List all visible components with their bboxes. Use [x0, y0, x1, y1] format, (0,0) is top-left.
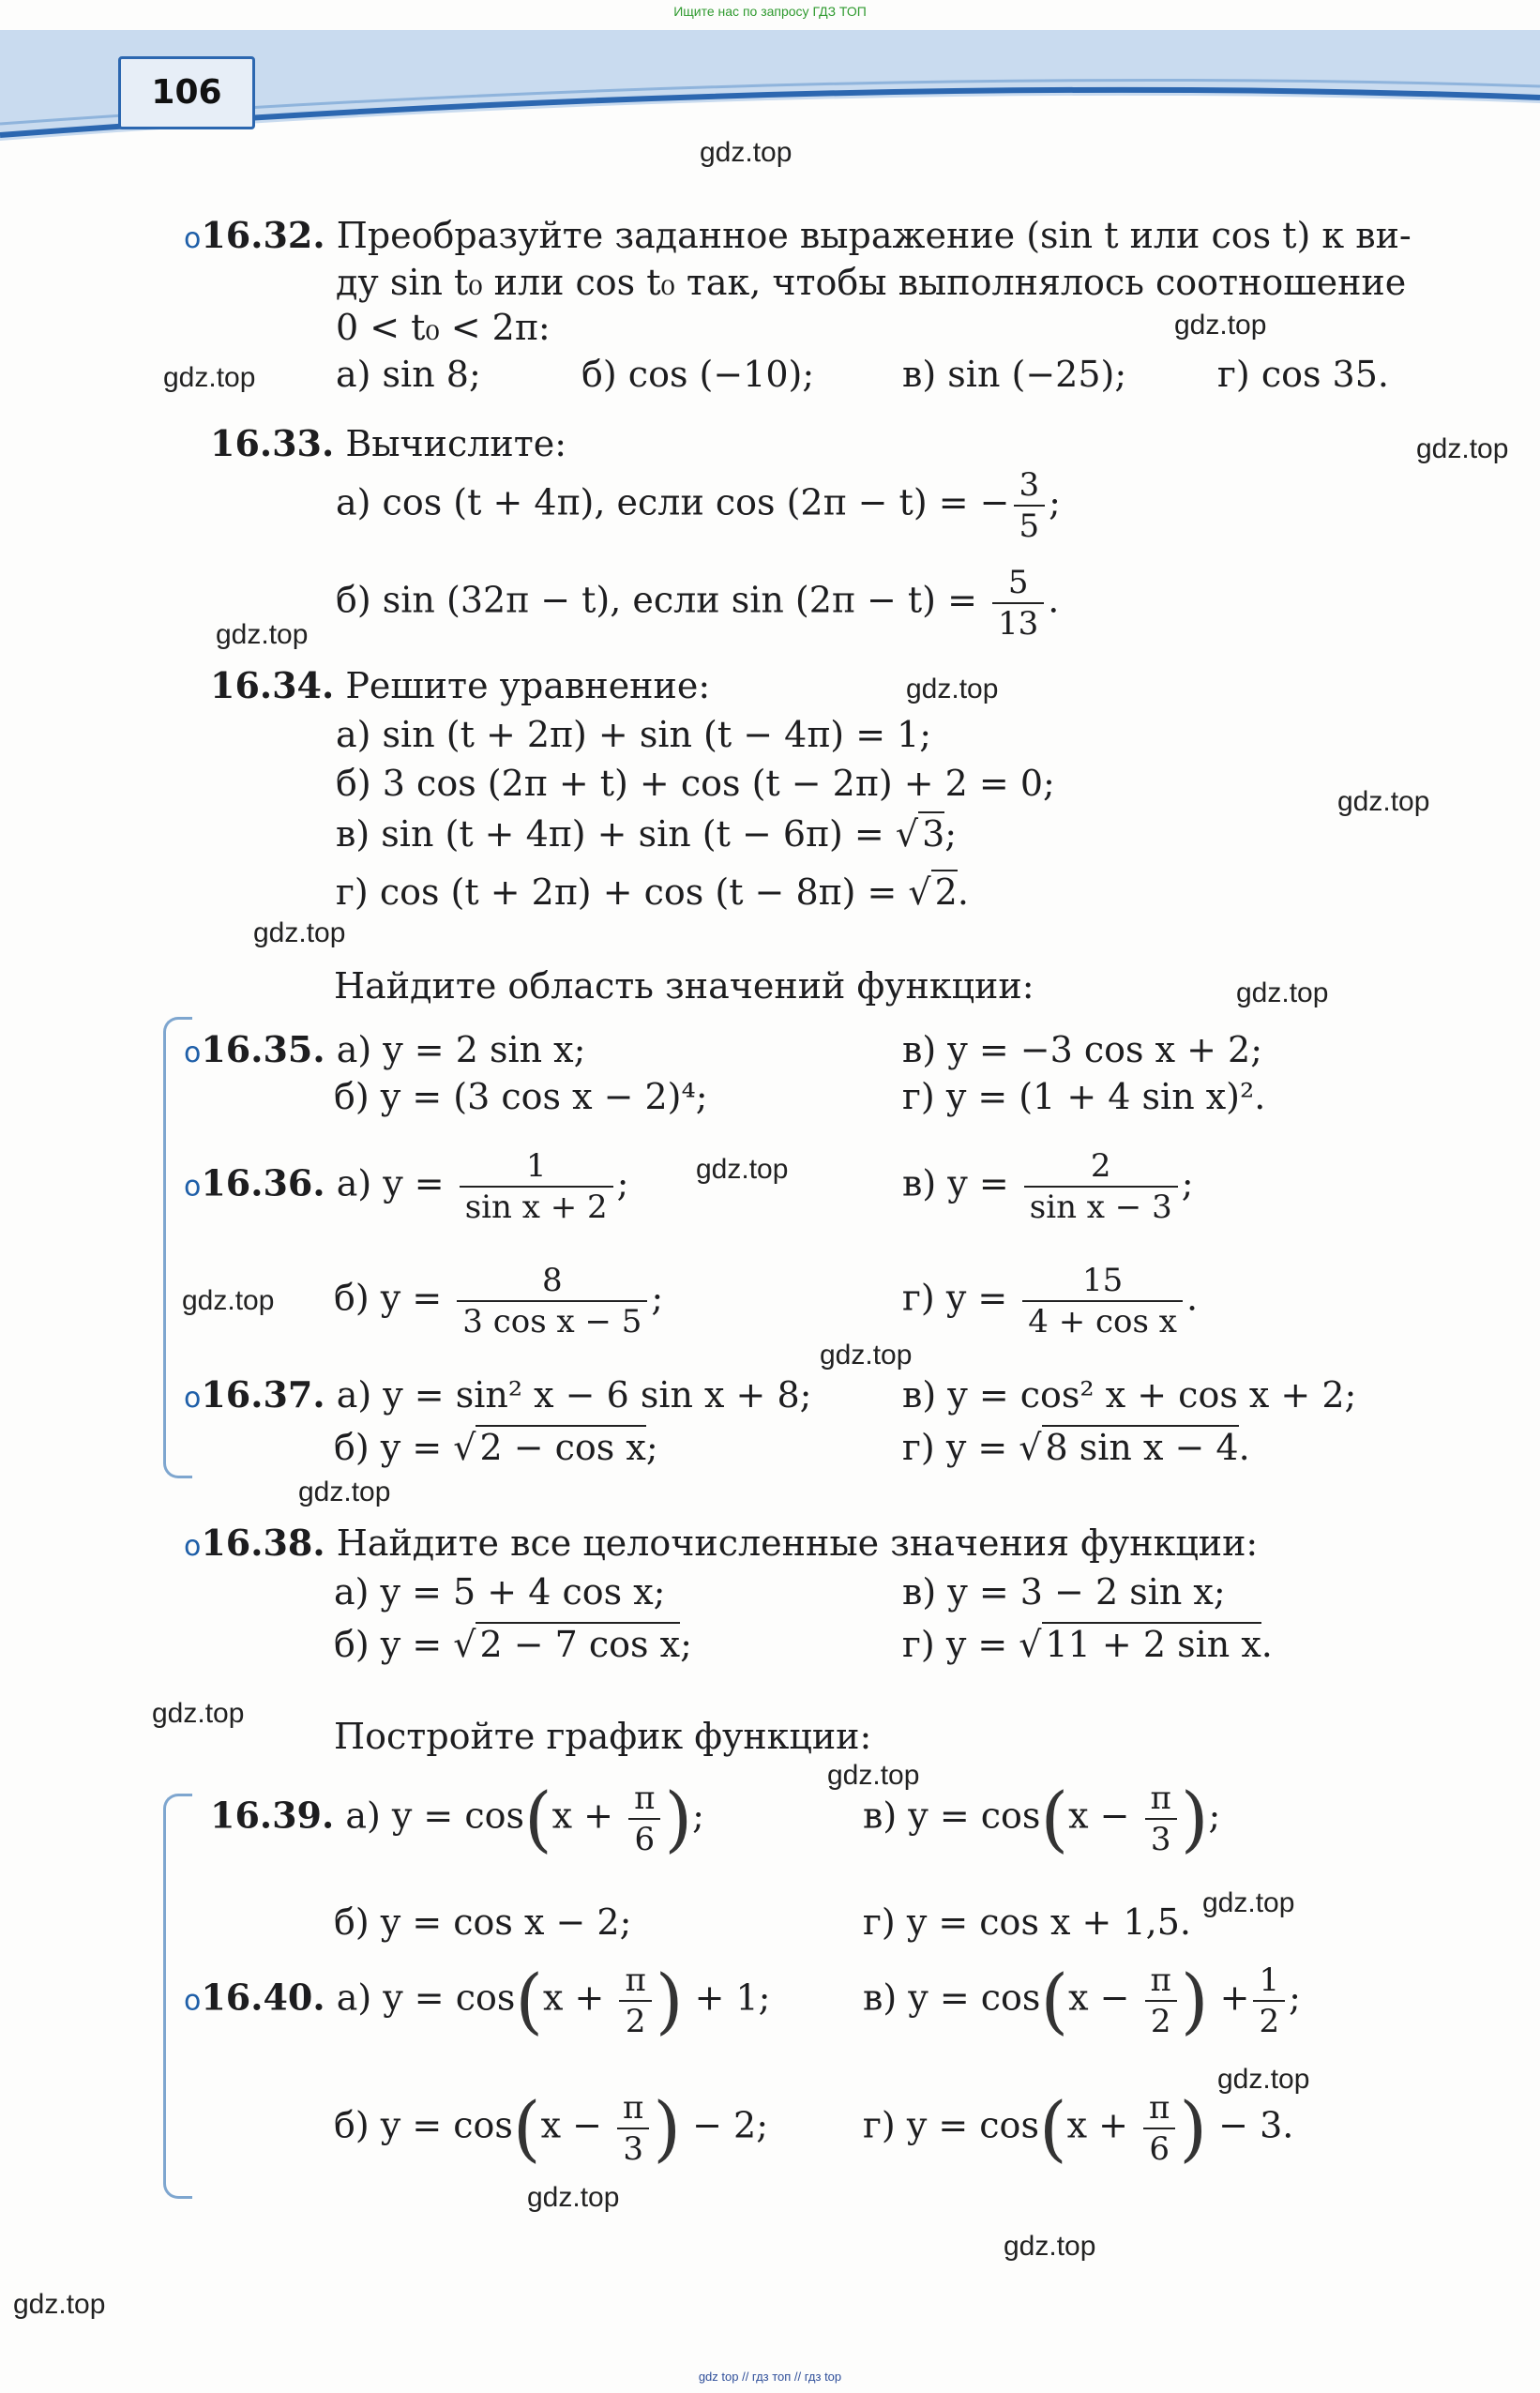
problem-16-32-line2: ду sin t₀ или cos t₀ так, чтобы выполнялось соотношение	[336, 262, 1407, 303]
watermark: gdz.top	[700, 137, 793, 168]
item-a: а) sin 8;	[336, 354, 481, 395]
problem-text: Вычислите:	[345, 423, 567, 464]
problem-16-35	[184, 1028, 586, 1070]
expr: в) y = cos	[863, 1976, 1041, 2019]
item-b: б) y = (3 cos x − 2)⁴;	[334, 1076, 708, 1117]
expr: а) y = cos	[336, 1976, 516, 2019]
expr: а) y =	[336, 1162, 456, 1204]
punct: ;	[645, 1427, 658, 1468]
expr: x −	[1068, 1976, 1141, 2019]
denominator: 5	[1019, 507, 1040, 545]
punct: .	[1048, 579, 1060, 621]
fraction	[617, 2089, 649, 2168]
item-a: а) y = sin² x − 6 sin x + 8;	[336, 1374, 812, 1416]
watermark: gdz.top	[1217, 2064, 1310, 2095]
right-paren: )	[1180, 1958, 1209, 2042]
problem-text: Преобразуйте заданное выражение (sin t или cos t) к ви-	[336, 215, 1412, 256]
watermark: gdz.top	[216, 619, 309, 650]
denominator: sin x + 2	[464, 1189, 608, 1226]
punct: ;	[680, 1624, 692, 1665]
problem-number: 16.34.	[210, 664, 335, 706]
circle-marker-icon: o	[184, 222, 202, 255]
left-paren: (	[1038, 2085, 1067, 2170]
fraction	[628, 1780, 660, 1858]
left-paren: (	[512, 2085, 541, 2170]
punct: ;	[1208, 1795, 1221, 1837]
problem-number: 16.33.	[210, 422, 335, 464]
numerator: 8	[457, 1265, 647, 1302]
right-paren: )	[1179, 2085, 1208, 2170]
numerator: π	[619, 1964, 651, 2002]
fraction	[1143, 2089, 1175, 2168]
watermark: gdz.top	[253, 917, 346, 948]
problem-number: 16.38.	[201, 1522, 325, 1564]
denominator: 3 cos x − 5	[462, 1303, 642, 1340]
expr: б) y = cos	[334, 2104, 513, 2146]
punct: ;	[692, 1795, 704, 1837]
item-v: в) y = −3 cos x + 2;	[902, 1029, 1263, 1070]
item-b	[334, 1624, 692, 1665]
numerator: π	[628, 1782, 660, 1820]
numerator: π	[1143, 2092, 1175, 2129]
expr: +	[1219, 1976, 1250, 2019]
circle-marker-icon: o	[184, 1382, 202, 1415]
numerator: 15	[1022, 1265, 1183, 1302]
item-a: а) y = 2 sin x;	[336, 1029, 586, 1070]
radicand: 3	[918, 811, 944, 855]
expr: в) sin (t + 4π) + sin (t − 6π) = √	[336, 813, 919, 855]
right-paren: )	[1180, 1776, 1209, 1860]
section-heading-graph: Постройте график функции:	[334, 1716, 872, 1757]
item-a: а) y = 5 + 4 cos x;	[334, 1571, 666, 1613]
problem-number: 16.32.	[201, 214, 325, 256]
problem-16-36-a	[184, 1147, 629, 1226]
item-g	[902, 1427, 1250, 1468]
item-v	[902, 1147, 1194, 1226]
circle-marker-icon: o	[184, 1037, 202, 1069]
problem-16-33-title	[210, 422, 567, 464]
watermark: gdz.top	[1004, 2231, 1096, 2262]
watermark: gdz.top	[696, 1154, 789, 1185]
watermark: gdz.top	[906, 674, 999, 704]
item-b: б) y = cos x − 2;	[334, 1901, 632, 1943]
watermark: gdz.top	[1174, 310, 1267, 341]
denominator: 6	[634, 1821, 656, 1858]
fraction	[1014, 466, 1046, 545]
watermark: gdz.top	[820, 1340, 913, 1371]
item-a	[336, 466, 1061, 545]
expr: б) y = √	[334, 1624, 476, 1665]
denominator: 4 + cos x	[1028, 1303, 1177, 1340]
expr: г) y = √	[902, 1624, 1042, 1665]
watermark: gdz.top	[182, 1285, 275, 1316]
problem-number: 16.40.	[201, 1976, 325, 2019]
item-g: г) cos 35.	[1217, 354, 1389, 395]
circle-marker-icon: o	[184, 1530, 202, 1563]
radicand: 2	[931, 870, 958, 913]
item-g	[863, 2085, 1294, 2170]
punct: ;	[1049, 481, 1061, 523]
expr: б) y = √	[334, 1427, 476, 1468]
fraction	[1145, 1780, 1177, 1858]
bottom-footer-note: gdz top // гдз топ // гдз top	[698, 2370, 842, 2384]
fraction	[1024, 1147, 1178, 1226]
denominator: 2	[1259, 2003, 1280, 2040]
item-v: в) y = 3 − 2 sin x;	[902, 1571, 1226, 1613]
expr: г) y =	[902, 1277, 1019, 1319]
item-g: г) y = cos x + 1,5.	[863, 1901, 1191, 1943]
item-b	[334, 1262, 664, 1340]
problem-number: 16.39.	[210, 1794, 335, 1837]
expr: x +	[551, 1795, 626, 1837]
fraction	[619, 1961, 651, 2040]
problem-number: 16.35.	[201, 1028, 325, 1070]
punct: .	[957, 871, 969, 913]
item-a: а) sin (t + 2π) + sin (t − 4π) = 1;	[336, 714, 932, 755]
denominator: sin x − 3	[1029, 1189, 1172, 1226]
problem-16-40-a	[184, 1958, 771, 2042]
expr: в) y = cos	[863, 1795, 1041, 1837]
numerator: 5	[992, 567, 1044, 604]
item-v	[336, 813, 958, 855]
item-b	[334, 1427, 658, 1468]
item-v: в) sin (−25);	[902, 354, 1127, 395]
item-g	[902, 1262, 1199, 1340]
watermark: gdz.top	[298, 1477, 391, 1507]
circle-marker-icon: o	[184, 1170, 202, 1204]
circle-marker-icon: o	[184, 1984, 202, 2018]
fraction	[1253, 1961, 1285, 2040]
denominator: 2	[625, 2003, 646, 2040]
expr: x −	[1068, 1795, 1141, 1837]
item-g	[902, 1624, 1273, 1665]
section-heading-range: Найдите область значений функции:	[334, 965, 1034, 1007]
expr: в) y =	[902, 1162, 1020, 1204]
problem-number: 16.37.	[201, 1373, 325, 1416]
numerator: π	[617, 2092, 649, 2129]
right-paren: )	[653, 2085, 682, 2170]
left-paren: (	[515, 1958, 544, 2042]
numerator: 1	[1253, 1964, 1285, 2002]
radicand: 2 − 7 cos x	[476, 1622, 680, 1665]
punct: ;	[1289, 1976, 1301, 2019]
problem-number: 16.36.	[201, 1161, 325, 1204]
problem-text: Решите уравнение:	[345, 665, 711, 706]
numerator: π	[1145, 1782, 1177, 1820]
problem-16-32-line3: 0 < t₀ < 2π:	[336, 307, 551, 348]
watermark: gdz.top	[13, 2289, 106, 2320]
right-paren: )	[664, 1776, 693, 1860]
item-v	[863, 1958, 1301, 2042]
radicand: 11 + 2 sin x	[1042, 1622, 1261, 1665]
punct: ;	[1181, 1162, 1194, 1204]
radicand: 2 − cos x	[476, 1425, 645, 1468]
watermark: gdz.top	[1337, 786, 1430, 817]
item-g: г) y = (1 + 4 sin x)².	[902, 1076, 1266, 1117]
watermark: gdz.top	[163, 362, 256, 393]
fraction	[992, 564, 1044, 643]
problem-16-37	[184, 1373, 812, 1416]
item-b	[336, 564, 1060, 643]
problem-text: Найдите все целочисленные значения функции:	[336, 1522, 1259, 1564]
right-paren: )	[655, 1958, 684, 2042]
numerator: 3	[1014, 469, 1046, 507]
item-b: б) cos (−10);	[581, 354, 815, 395]
fraction	[1145, 1961, 1177, 2040]
radicand: 8 sin x − 4	[1042, 1425, 1239, 1468]
problem-16-39-a	[210, 1776, 704, 1860]
punct: ;	[651, 1277, 664, 1319]
fraction	[457, 1262, 647, 1340]
numerator: 1	[460, 1150, 613, 1188]
top-search-note: Ищите нас по запросу ГДЗ ТОП	[673, 4, 867, 19]
expr: x −	[540, 2104, 614, 2146]
watermark: gdz.top	[1416, 433, 1509, 464]
expr: + 1;	[694, 1976, 771, 2019]
numerator: π	[1145, 1964, 1177, 2002]
fraction	[1022, 1262, 1183, 1340]
expr: x +	[1066, 2104, 1140, 2146]
left-paren: (	[524, 1776, 552, 1860]
denominator: 13	[998, 605, 1039, 643]
denominator: 2	[1150, 2003, 1171, 2040]
expr: г) y = cos	[863, 2104, 1039, 2146]
left-paren: (	[1040, 1958, 1069, 2042]
watermark: gdz.top	[527, 2182, 620, 2213]
watermark: gdz.top	[1202, 1887, 1295, 1918]
item-v: в) y = cos² x + cos x + 2;	[902, 1374, 1357, 1416]
punct: ;	[944, 813, 958, 855]
watermark: gdz.top	[152, 1698, 245, 1729]
item-g	[336, 871, 969, 913]
watermark: gdz.top	[827, 1760, 920, 1791]
watermark: gdz.top	[1236, 977, 1329, 1008]
denominator: 3	[1150, 1821, 1171, 1858]
denominator: 6	[1149, 2130, 1170, 2168]
fraction	[460, 1147, 613, 1226]
item-b: б) 3 cos (2π + t) + cos (t − 2π) + 2 = 0;	[336, 763, 1055, 804]
expr: г) cos (t + 2π) + cos (t − 8π) = √	[336, 871, 931, 913]
expr: а) cos (t + 4π), если cos (2π − t) = −	[336, 481, 1010, 523]
punct: .	[1261, 1624, 1273, 1665]
left-paren: (	[1040, 1776, 1069, 1860]
expr: − 3.	[1218, 2104, 1294, 2146]
expr: − 2;	[692, 2104, 769, 2146]
item-v	[863, 1776, 1221, 1860]
expr: г) y = √	[902, 1427, 1042, 1468]
punct: ;	[616, 1162, 629, 1204]
punct: .	[1185, 1277, 1199, 1319]
expr: б) sin (32π − t), если sin (2π − t) =	[336, 579, 989, 621]
item-b	[334, 2085, 769, 2170]
page-number: 106	[118, 56, 255, 129]
problem-16-32-line1	[184, 214, 1412, 256]
punct: .	[1238, 1427, 1250, 1468]
expr: x +	[543, 1976, 616, 2019]
numerator: 2	[1024, 1150, 1178, 1188]
problem-16-34-title	[210, 664, 711, 706]
expr: а) y = cos	[345, 1795, 525, 1837]
problem-16-38-title	[184, 1522, 1259, 1564]
denominator: 3	[623, 2130, 644, 2168]
expr: б) y =	[334, 1277, 454, 1319]
